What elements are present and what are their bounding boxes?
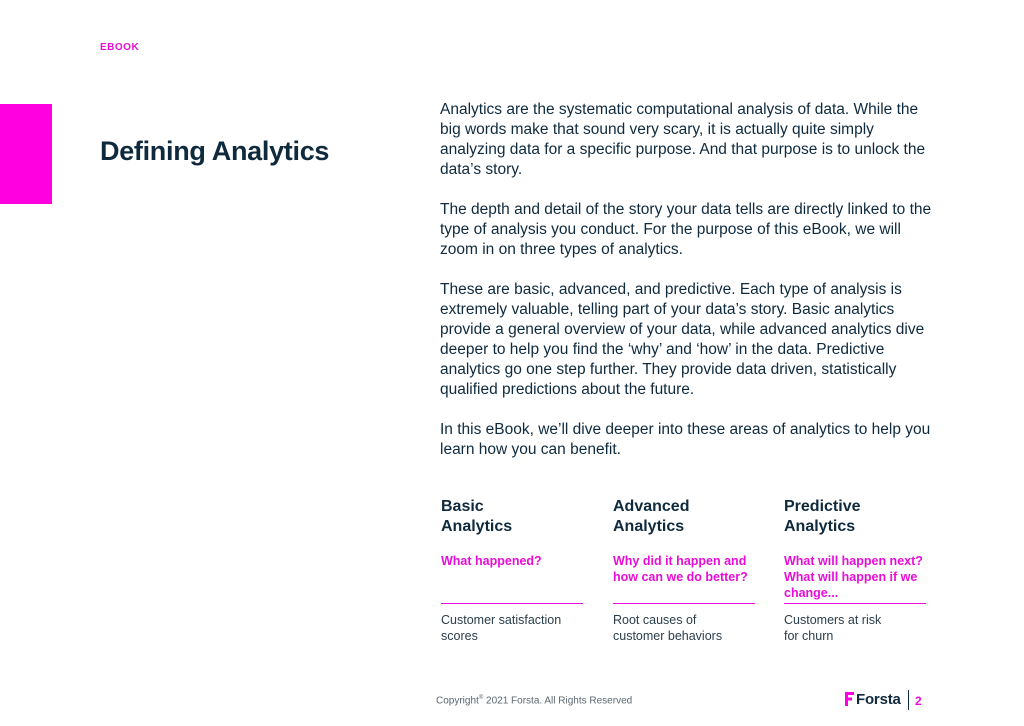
copyright-prefix: Copyright: [436, 695, 479, 707]
column-example-line1: Customers at risk: [784, 613, 882, 627]
footer-divider: [908, 690, 909, 710]
paragraph-2: The depth and detail of the story your data tells are directly linked to the type of analysis you conduct. For the purpose of this eBook, we will zoom in on three types of analytics.: [440, 201, 932, 258]
forsta-mark-icon: [845, 692, 854, 706]
column-example-line1: Customer satisfaction: [441, 613, 562, 627]
column-question: What happened?: [441, 554, 542, 568]
copyright-mark: ®: [478, 695, 484, 701]
column-example-line1: Root causes of: [613, 613, 697, 627]
column-example-line2: for churn: [784, 629, 834, 643]
body-text: [440, 100, 932, 480]
column-heading: [784, 497, 926, 537]
copyright-suffix: 2021 Forsta. All Rights Reserved: [483, 695, 633, 707]
column-heading-line1: Predictive: [784, 498, 861, 515]
column-question: Why did it happen and how can we do better?: [613, 554, 748, 584]
column-divider: [441, 603, 583, 604]
page-title: Defining Analytics: [100, 136, 330, 166]
column-predictive-analytics: [784, 497, 926, 644]
column-heading-line1: Advanced: [613, 498, 690, 515]
ebook-label: EBOOK: [100, 42, 140, 53]
column-heading: [613, 497, 755, 537]
forsta-logo: [845, 689, 901, 709]
copyright-text: [436, 695, 632, 706]
column-advanced-analytics: [613, 497, 755, 644]
column-heading-line2: Analytics: [784, 518, 856, 535]
column-divider: [784, 603, 926, 604]
column-heading-line2: Analytics: [441, 518, 513, 535]
paragraph-4: In this eBook, we’ll dive deeper into these areas of analytics to help you learn how you can benefit.: [440, 421, 931, 458]
column-example-line2: scores: [441, 629, 478, 643]
column-example-line2: customer behaviors: [613, 629, 723, 643]
accent-bar: [0, 104, 52, 204]
column-example: [613, 612, 755, 644]
column-heading: [441, 497, 583, 537]
column-heading-line1: Basic: [441, 498, 484, 515]
column-divider: [613, 603, 755, 604]
column-example: [784, 612, 926, 644]
page-number: 2: [915, 694, 922, 708]
column-basic-analytics: [441, 497, 583, 644]
column-example: [441, 612, 583, 644]
paragraph-1: Analytics are the systematic computational analysis of data. While the big words make that sound very scary, it is actually quite simply analyzing data for a specific purpose. And that purpose is to unlock the data’s story.: [440, 101, 926, 178]
column-heading-line2: Analytics: [613, 518, 685, 535]
column-question: What will happen next? What will happen if we change...: [784, 554, 923, 600]
logo-wordmark: Forsta: [856, 690, 901, 708]
paragraph-3: These are basic, advanced, and predictive. Each type of analysis is extremely valuable, telling part of your data’s story. Basic analytics provide a general overview of your data, while advanced analytics dive deeper to help you find the ‘why’ and ‘how’ in the data. Predictive analytics go one step further. They provide data driven, statistically qualified predictions about the future.: [440, 281, 925, 398]
